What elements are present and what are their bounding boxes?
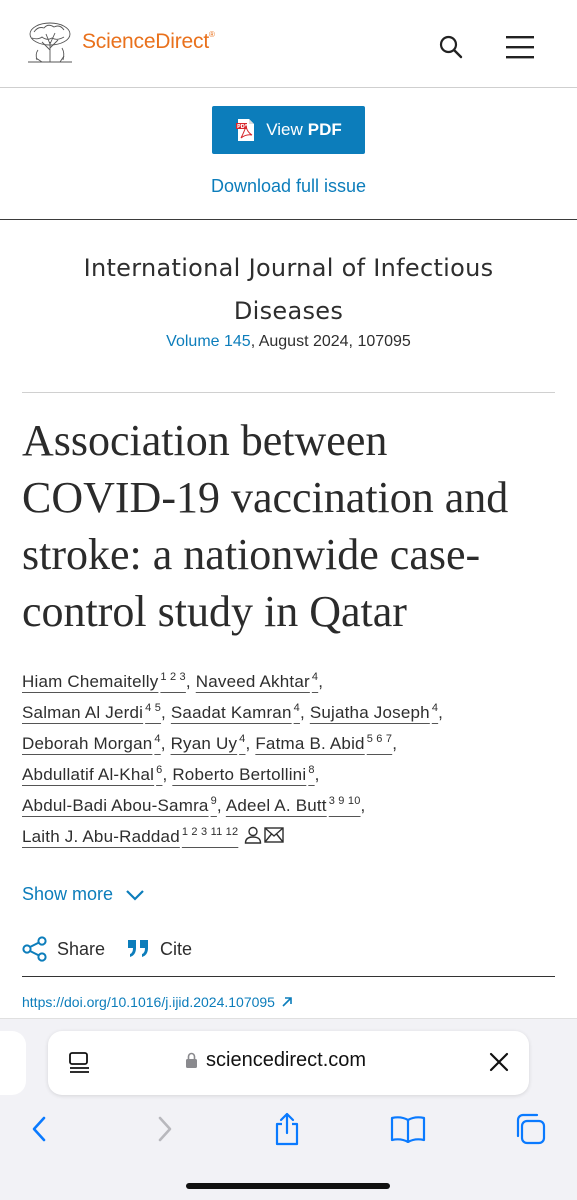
title-line: stroke: a nationwide case- xyxy=(22,530,481,579)
share-icon xyxy=(22,936,48,962)
top-header xyxy=(0,0,577,88)
address-bar[interactable] xyxy=(48,1031,529,1095)
tabs-icon xyxy=(513,1112,547,1146)
author-link[interactable]: Ryan Uy $^4$ xyxy=(170,733,246,753)
close-icon[interactable] xyxy=(488,1051,510,1073)
author-link[interactable]: Hiam Chemaitelly $^{1 2 3}$ xyxy=(22,671,186,691)
external-link-icon xyxy=(281,996,293,1008)
search-icon[interactable] xyxy=(438,34,464,60)
author-link[interactable]: Sujatha Joseph $^4$ xyxy=(309,702,439,722)
title-line: Association between xyxy=(22,416,388,465)
doi-link[interactable] xyxy=(22,994,293,1010)
share-button[interactable] xyxy=(22,936,105,962)
author-link[interactable]: Abdul-Badi Abou-Samra $^9$ xyxy=(22,795,217,815)
back-button[interactable] xyxy=(21,1111,57,1147)
article-title xyxy=(22,412,557,640)
volume-link[interactable]: Volume 145 xyxy=(166,333,251,350)
bookmarks-button[interactable] xyxy=(390,1111,426,1147)
logo-wordmark: ScienceDirect® xyxy=(82,30,215,53)
cite-label: Cite xyxy=(160,938,193,959)
title-line: COVID-19 vaccination and xyxy=(22,473,509,522)
author-link[interactable]: Laith J. Abu-Raddad $^{1 2 3 11 12}$ xyxy=(22,827,284,846)
show-more-label: Show more xyxy=(22,884,114,904)
person-icon xyxy=(244,826,262,844)
hamburger-menu-icon[interactable] xyxy=(506,35,534,59)
author-link[interactable]: Roberto Bertollini $^8$ xyxy=(172,764,315,784)
sciencedirect-logo[interactable] xyxy=(24,20,215,64)
home-indicator[interactable] xyxy=(186,1183,390,1189)
divider xyxy=(22,392,555,393)
journal-title[interactable] xyxy=(0,247,577,333)
url-text: sciencedirect.com xyxy=(206,1049,367,1071)
chevron-down-icon xyxy=(125,889,145,901)
share-label: Share xyxy=(57,938,106,959)
lock-icon xyxy=(185,1052,198,1069)
previous-tab-preview[interactable] xyxy=(0,1031,26,1095)
article-actions xyxy=(22,936,214,962)
pdf-file-icon xyxy=(235,118,257,142)
browser-toolbar xyxy=(0,1018,577,1200)
svg-text:PDF: PDF xyxy=(237,124,249,130)
chevron-right-icon xyxy=(157,1115,173,1143)
view-pdf-bold: PDF xyxy=(307,120,342,139)
author-list: Hiam Chemaitelly $^{1 2 3}$, Naveed Akhtar $^4$, Salman Al Jerdi $^{4 5}$, Saadat Kamran $^4$, Sujatha Joseph $^4$, Deborah Morgan $^4$, Ryan Uy $^4$, Fatma B. Abid $^{5 6 7}$, Abdullatif Al-Khal $^6$, Roberto Bertollini $^8$, Abdul-Badi Abou-Samra $^9$, Adeel A. Butt $^{3 9 10}$, Laith J. Abu-Raddad $^{1 2 3 11 12}$ xyxy=(22,671,444,846)
show-more-toggle[interactable] xyxy=(22,884,145,905)
book-icon xyxy=(390,1115,426,1143)
title-line: control study in Qatar xyxy=(22,587,407,636)
reader-mode-icon[interactable] xyxy=(68,1051,94,1075)
doi-text: https://doi.org/10.1016/j.ijid.2024.107095 xyxy=(22,994,275,1010)
author-link[interactable]: Saadat Kamran $^4$ xyxy=(170,702,300,722)
download-full-issue-link[interactable]: Download full issue xyxy=(210,176,367,196)
tabs-button[interactable] xyxy=(512,1111,548,1147)
journal-title-line2: Diseases xyxy=(233,297,344,325)
author-link[interactable]: Fatma B. Abid $^{5 6 7}$ xyxy=(255,733,393,753)
view-pdf-label: View xyxy=(266,120,303,139)
journal-title-line1: International Journal of Infectious xyxy=(83,254,494,282)
author-link[interactable]: Adeel A. Butt $^{3 9 10}$ xyxy=(225,795,361,815)
pdf-section xyxy=(0,88,577,220)
volume-info xyxy=(0,333,577,351)
url-display[interactable] xyxy=(185,1049,366,1072)
author-link[interactable]: Abdullatif Al-Khal $^6$ xyxy=(22,764,163,784)
volume-details: , August 2024, 107095 xyxy=(250,333,411,350)
author-link[interactable]: Deborah Morgan $^4$ xyxy=(22,733,161,753)
cite-button[interactable] xyxy=(127,938,192,960)
chevron-left-icon xyxy=(31,1115,47,1143)
email-icon xyxy=(264,827,284,843)
share-page-button[interactable] xyxy=(269,1111,305,1147)
forward-button[interactable] xyxy=(147,1111,183,1147)
author-link[interactable]: Naveed Akhtar $^4$ xyxy=(195,671,319,691)
view-pdf-button[interactable] xyxy=(212,106,365,154)
elsevier-tree-icon xyxy=(24,20,76,64)
share-sheet-icon xyxy=(273,1112,301,1146)
divider xyxy=(22,976,555,977)
quote-icon xyxy=(127,938,151,960)
author-link[interactable]: Salman Al Jerdi $^{4 5}$ xyxy=(22,702,162,722)
